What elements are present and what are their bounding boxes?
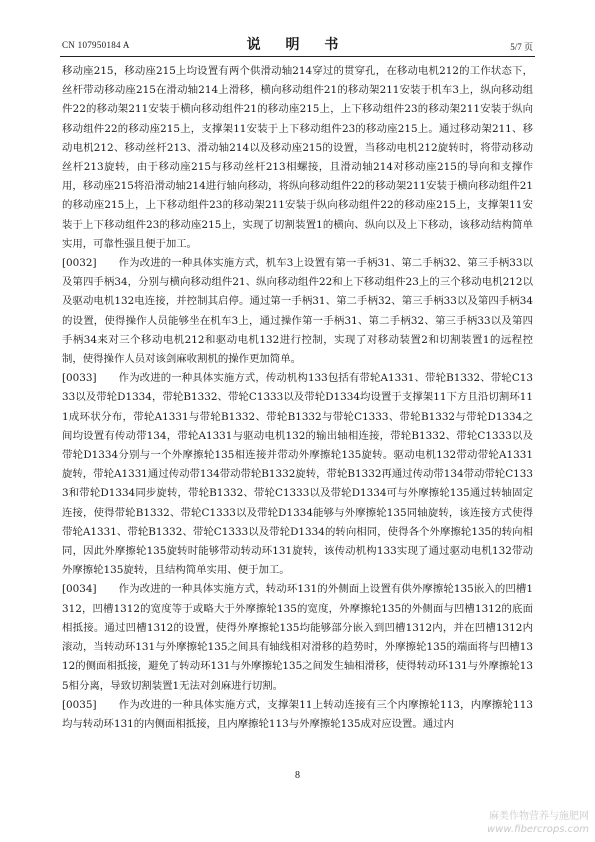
paragraph-text: 作为改进的一种具体实施方式，机车3上设置有第一手柄31、第二手柄32、第三手柄33以及第四手柄34，分别与横向移动组件21、纵向移动组件22和上下移动组件23上的三个移动电机212以及驱动电机132电连接，并控制其启停。通过第一手柄31、第二手柄32、第三手柄33以及第四手柄34的设置，使得操作人员能够坐在机车3上，通过操作第一手柄31、第二手柄32、第三手柄33以及第四手柄34来对三个移动电机212和驱动电机132进行控制，实现了对移动装置2和切割装置1的远程控制，使得操作人员对该剑麻收割机的操作更加简单。 — [62, 257, 533, 366]
watermark-url: www.fibercrops.com — [487, 824, 589, 835]
paragraph — [62, 369, 533, 580]
paragraph-text: 作为改进的一种具体实施方式，传动机构133包括有带轮A1331、带轮B1332、带轮C1333以及带轮D1334，带轮B1332、带轮C1333以及带轮D1334均设置于支撑架11下方且沿切割环111成环状分布，带轮A1331与带轮B1332、带轮B1332与带轮C1333、带轮B1332与带轮D1334之间均设置有传动带134，带轮A1331与驱动电机132的输出轴相连接，带轮B1332、带轮C1333以及带轮D1334分别与一个外摩擦轮135相连接并带动外摩擦轮135旋转。驱动电机132带动带轮A1331旋转，带轮A1331通过传动带134带动带轮B1332旋转，带轮B1332再通过传动带134带动带轮C1333和带轮D1334同步旋转，带轮B1332、带轮C1333以及带轮D1334可与外摩擦轮135通过转轴固定连接，使得带轮B1332、带轮C1333以及带轮D1334能够与外摩擦轮135同轴旋转，该连接方式使得带轮A1331、带轮B1332、带轮C1333以及带轮D1334的转向相同，使得各个外摩擦轮135的转向相同，因此外摩擦轮135旋转时能够带动转动环131旋转，该传动机构133实现了通过驱动电机132带动外摩擦轮135旋转，且结构简单实用、便于加工。 — [62, 372, 533, 577]
header-rule — [60, 56, 535, 57]
paragraph-text: 移动座215，移动座215上均设置有两个供滑动轴214穿过的贯穿孔，在移动电机212的工作状态下，丝杆带动移动座215在滑动轴214上滑移，横向移动组件21的移动架211安装于机车3上，纵向移动组件22的移动架211安装于横向移动组件21的移动座215上，上下移动组件23的移动架211安装于纵向移动组件22的移动座215上，支撑架11安装于上下移动组件23的移动座215上。通过移动架211、移动电机212、移动丝杆213、滑动轴214以及移动座215的设置，当移动电机212旋转时，将带动移动丝杆213旋转，由于移动座215与移动丝杆213相螺接，且滑动轴214对移动座215的导向和支撑作用，移动座215将沿滑动轴214进行轴向移动，将纵向移动组件22的移动架211安装于横向移动组件21的移动座215上，上下移动组件23的移动架211安装于纵向移动组件22的移动座215上，支撑架11安装于上下移动组件23的移动座215上，实现了切割装置1的横向、纵向以及上下移动，该移动结构简单实用，可靠性强且便于加工。 — [62, 65, 533, 250]
paragraph-text: 作为改进的一种具体实施方式，支撑架11上转动连接有三个内摩擦轮113，内摩擦轮113均与转动环131的内侧面相抵接，且内摩擦轮113与外摩擦轮135成对应设置。通过内 — [62, 698, 533, 730]
paragraph — [62, 62, 533, 254]
paragraph-number: [0034] — [62, 583, 97, 596]
page-number: 8 — [295, 770, 300, 781]
paragraph — [62, 254, 533, 369]
paragraph-number: [0032] — [62, 257, 97, 270]
paragraph — [62, 696, 533, 734]
document-title: 说 明 书 — [246, 37, 349, 53]
patent-number: CN 107950184 A — [62, 40, 130, 50]
paragraph-text: 作为改进的一种具体实施方式，转动环131的外侧面上设置有供外摩擦轮135嵌入的凹槽1312，凹槽1312的宽度等于或略大于外摩擦轮135的宽度，外摩擦轮135的外侧面与凹槽1312的底面相抵接。通过凹槽1312的设置，使得外摩擦轮135均能够部分嵌入到凹槽1312内，并在凹槽1312内滚动，当转动环131与外摩擦轮135之间具有轴线相对滑移的趋势时，外摩擦轮135的端面将与凹槽1312的侧面相抵接，避免了转动环131与外摩擦轮135之间发生轴相滑移，使得转动环131与外摩擦轮135相分离，导致切割装置1无法对剑麻进行切割。 — [62, 583, 533, 692]
page-header — [62, 36, 533, 54]
page-indicator: 5/7 页 — [510, 42, 533, 52]
watermark-site-name: 麻类作物营养与施肥网 — [489, 811, 589, 822]
paragraph-number: [0035] — [62, 698, 97, 711]
document-body — [62, 62, 533, 734]
watermark — [487, 810, 589, 836]
paragraph-number: [0033] — [62, 372, 97, 385]
paragraph — [62, 580, 533, 695]
